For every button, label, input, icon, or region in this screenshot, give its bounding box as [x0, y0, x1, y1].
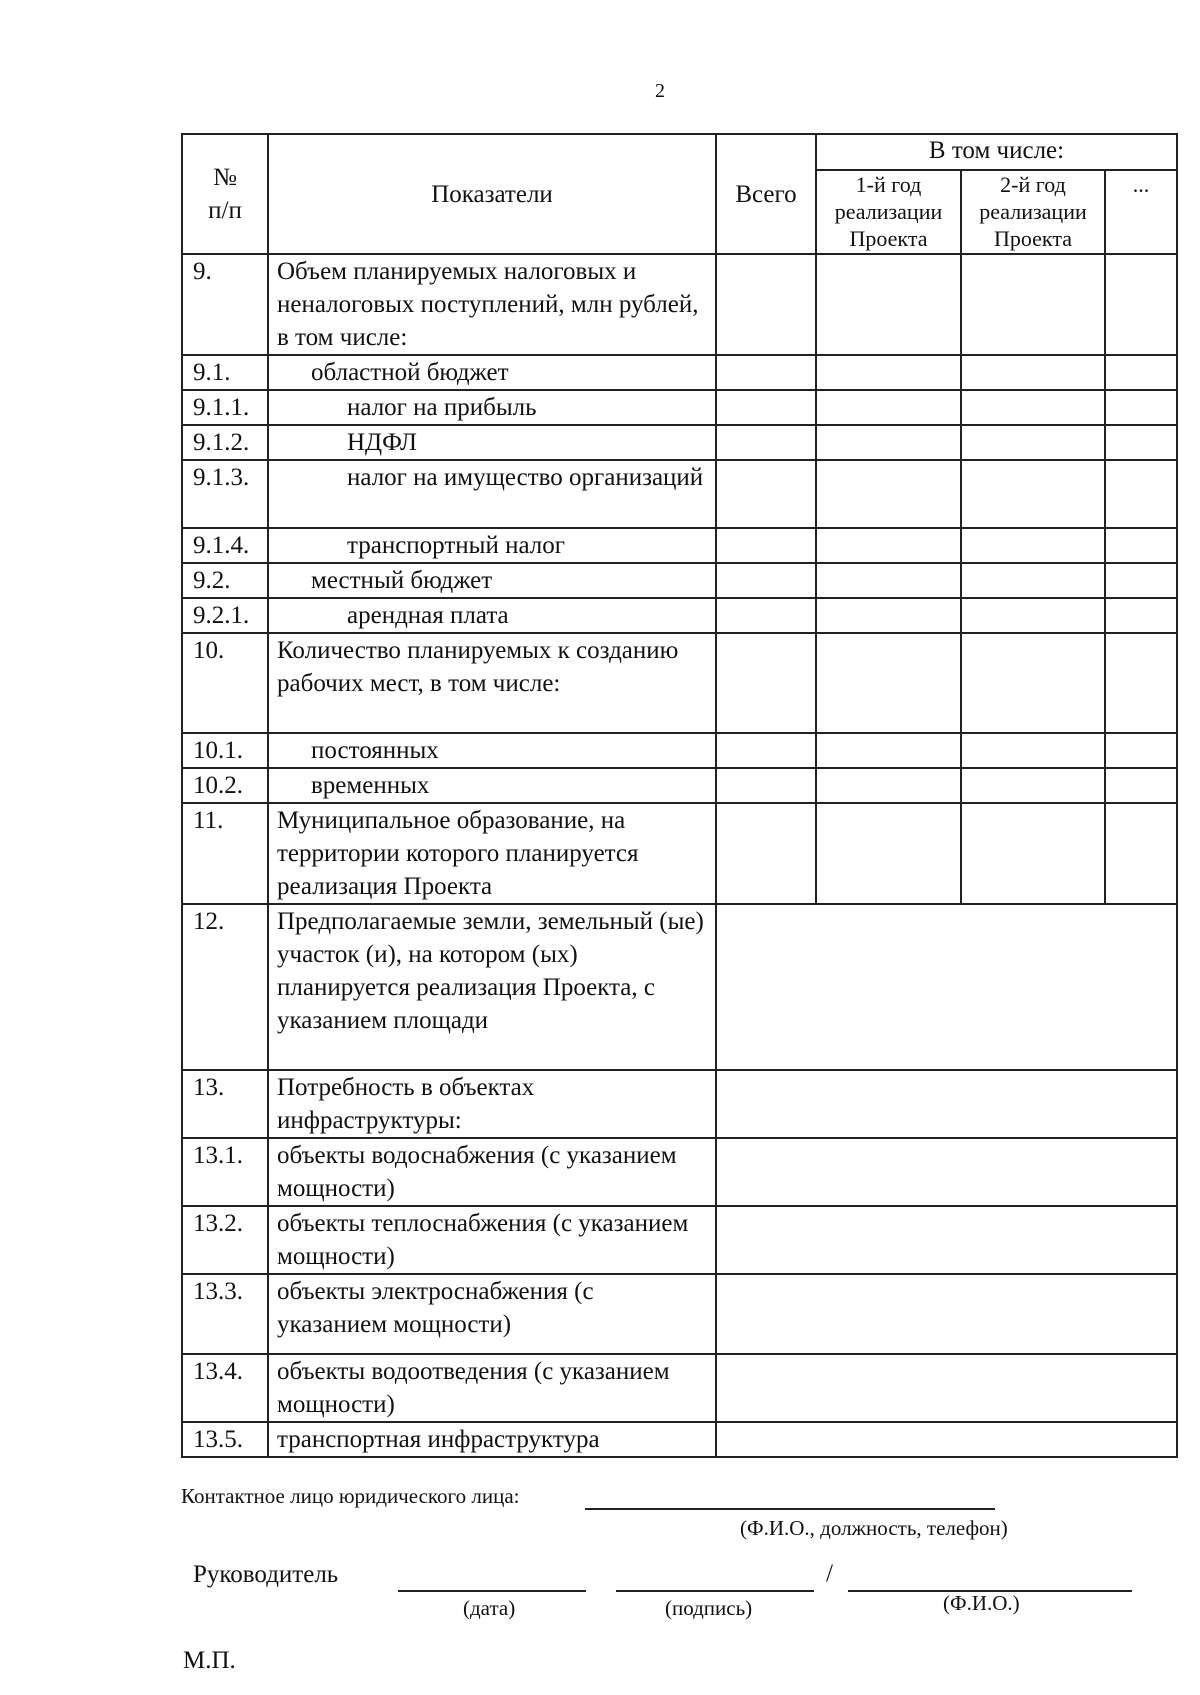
row-number: 13.2.: [182, 1206, 268, 1274]
row-label: постоянных: [268, 733, 716, 768]
row-number: 10.2.: [182, 768, 268, 803]
table-row: [182, 633, 1177, 733]
date-caption: (дата): [463, 1596, 516, 1620]
row-label: Потребность в объектах инфраструктуры:: [268, 1070, 716, 1138]
table-row: [182, 598, 1177, 633]
row-label: Количество планируемых к созданию рабочих мест, в том числе:: [268, 633, 716, 733]
row-number: 10.: [182, 633, 268, 733]
row-label: налог на имущество организаций: [268, 460, 716, 528]
contact-person-field: [585, 1508, 995, 1510]
row-number: 9.2.1.: [182, 598, 268, 633]
row-label: арендная плата: [268, 598, 716, 633]
row-label: временных: [268, 768, 716, 803]
date-field: [398, 1590, 586, 1592]
contact-person-caption: (Ф.И.О., должность, телефон): [740, 1516, 1008, 1540]
header-num: № п/п: [182, 134, 268, 254]
row-number: 11.: [182, 803, 268, 904]
table-row: [182, 528, 1177, 563]
row-number: 9.1.: [182, 355, 268, 390]
row-label: объекты теплоснабжения (с указанием мощности): [268, 1206, 716, 1274]
row-label: НДФЛ: [268, 425, 716, 460]
row-label: объекты электроснабжения (с указанием мощности): [268, 1274, 716, 1354]
table-row: [182, 733, 1177, 768]
name-caption: (Ф.И.О.): [943, 1591, 1020, 1615]
row-number: 9.1.3.: [182, 460, 268, 528]
table-row: [182, 254, 1177, 355]
table-row: [182, 1274, 1177, 1354]
header-year-1: 1-й год реализации Проекта: [816, 170, 961, 254]
table-row: [182, 768, 1177, 803]
table-row: [182, 1138, 1177, 1206]
row-number: 13.: [182, 1070, 268, 1138]
row-number: 9.2.: [182, 563, 268, 598]
row-label: Объем планируемых налоговых и неналоговых поступлений, млн рублей, в том числе:: [268, 254, 716, 355]
contact-person-label: Контактное лицо юридического лица:: [181, 1484, 520, 1508]
header-total: Всего: [716, 134, 816, 254]
row-number: 9.: [182, 254, 268, 355]
header-more: ...: [1105, 170, 1177, 254]
row-number: 9.1.2.: [182, 425, 268, 460]
row-number: 13.4.: [182, 1354, 268, 1422]
table-header-row: [182, 134, 1177, 170]
table-row: [182, 563, 1177, 598]
slash-separator: /: [826, 1560, 833, 1587]
stamp-label: М.П.: [183, 1647, 236, 1674]
indicators-table: [181, 133, 1178, 1458]
header-indicators: Показатели: [268, 134, 716, 254]
row-label: Предполагаемые земли, земельный (ые) участок (и), на котором (ых) планируется реализация Проекта, с указанием площади: [268, 904, 716, 1070]
table-row: [182, 1206, 1177, 1274]
header-including: В том числе:: [816, 134, 1177, 170]
row-number: 12.: [182, 904, 268, 1070]
row-number: 9.1.1.: [182, 390, 268, 425]
table-row: [182, 390, 1177, 425]
table-row: [182, 460, 1177, 528]
table-row: [182, 425, 1177, 460]
row-number: 13.5.: [182, 1422, 268, 1457]
row-label: налог на прибыль: [268, 390, 716, 425]
row-label: областной бюджет: [268, 355, 716, 390]
table-row: [182, 1354, 1177, 1422]
header-year-2: 2-й год реализации Проекта: [961, 170, 1105, 254]
row-label: местный бюджет: [268, 563, 716, 598]
table-row: [182, 355, 1177, 390]
row-label: транспортная инфраструктура: [268, 1422, 716, 1457]
signature-caption: (подпись): [665, 1596, 753, 1620]
row-label: объекты водоотведения (с указанием мощности): [268, 1354, 716, 1422]
table-row: [182, 1070, 1177, 1138]
table-row: [182, 803, 1177, 904]
row-number: 13.3.: [182, 1274, 268, 1354]
row-label: транспортный налог: [268, 528, 716, 563]
page-number: 2: [655, 80, 665, 102]
head-label: Руководитель: [193, 1561, 339, 1588]
table-row: [182, 904, 1177, 1070]
signature-field: [616, 1590, 814, 1592]
row-label: объекты водоснабжения (с указанием мощности): [268, 1138, 716, 1206]
row-number: 10.1.: [182, 733, 268, 768]
table-row: [182, 1422, 1177, 1457]
row-label: Муниципальное образование, на территории которого планируется реализация Проекта: [268, 803, 716, 904]
row-number: 13.1.: [182, 1138, 268, 1206]
row-number: 9.1.4.: [182, 528, 268, 563]
